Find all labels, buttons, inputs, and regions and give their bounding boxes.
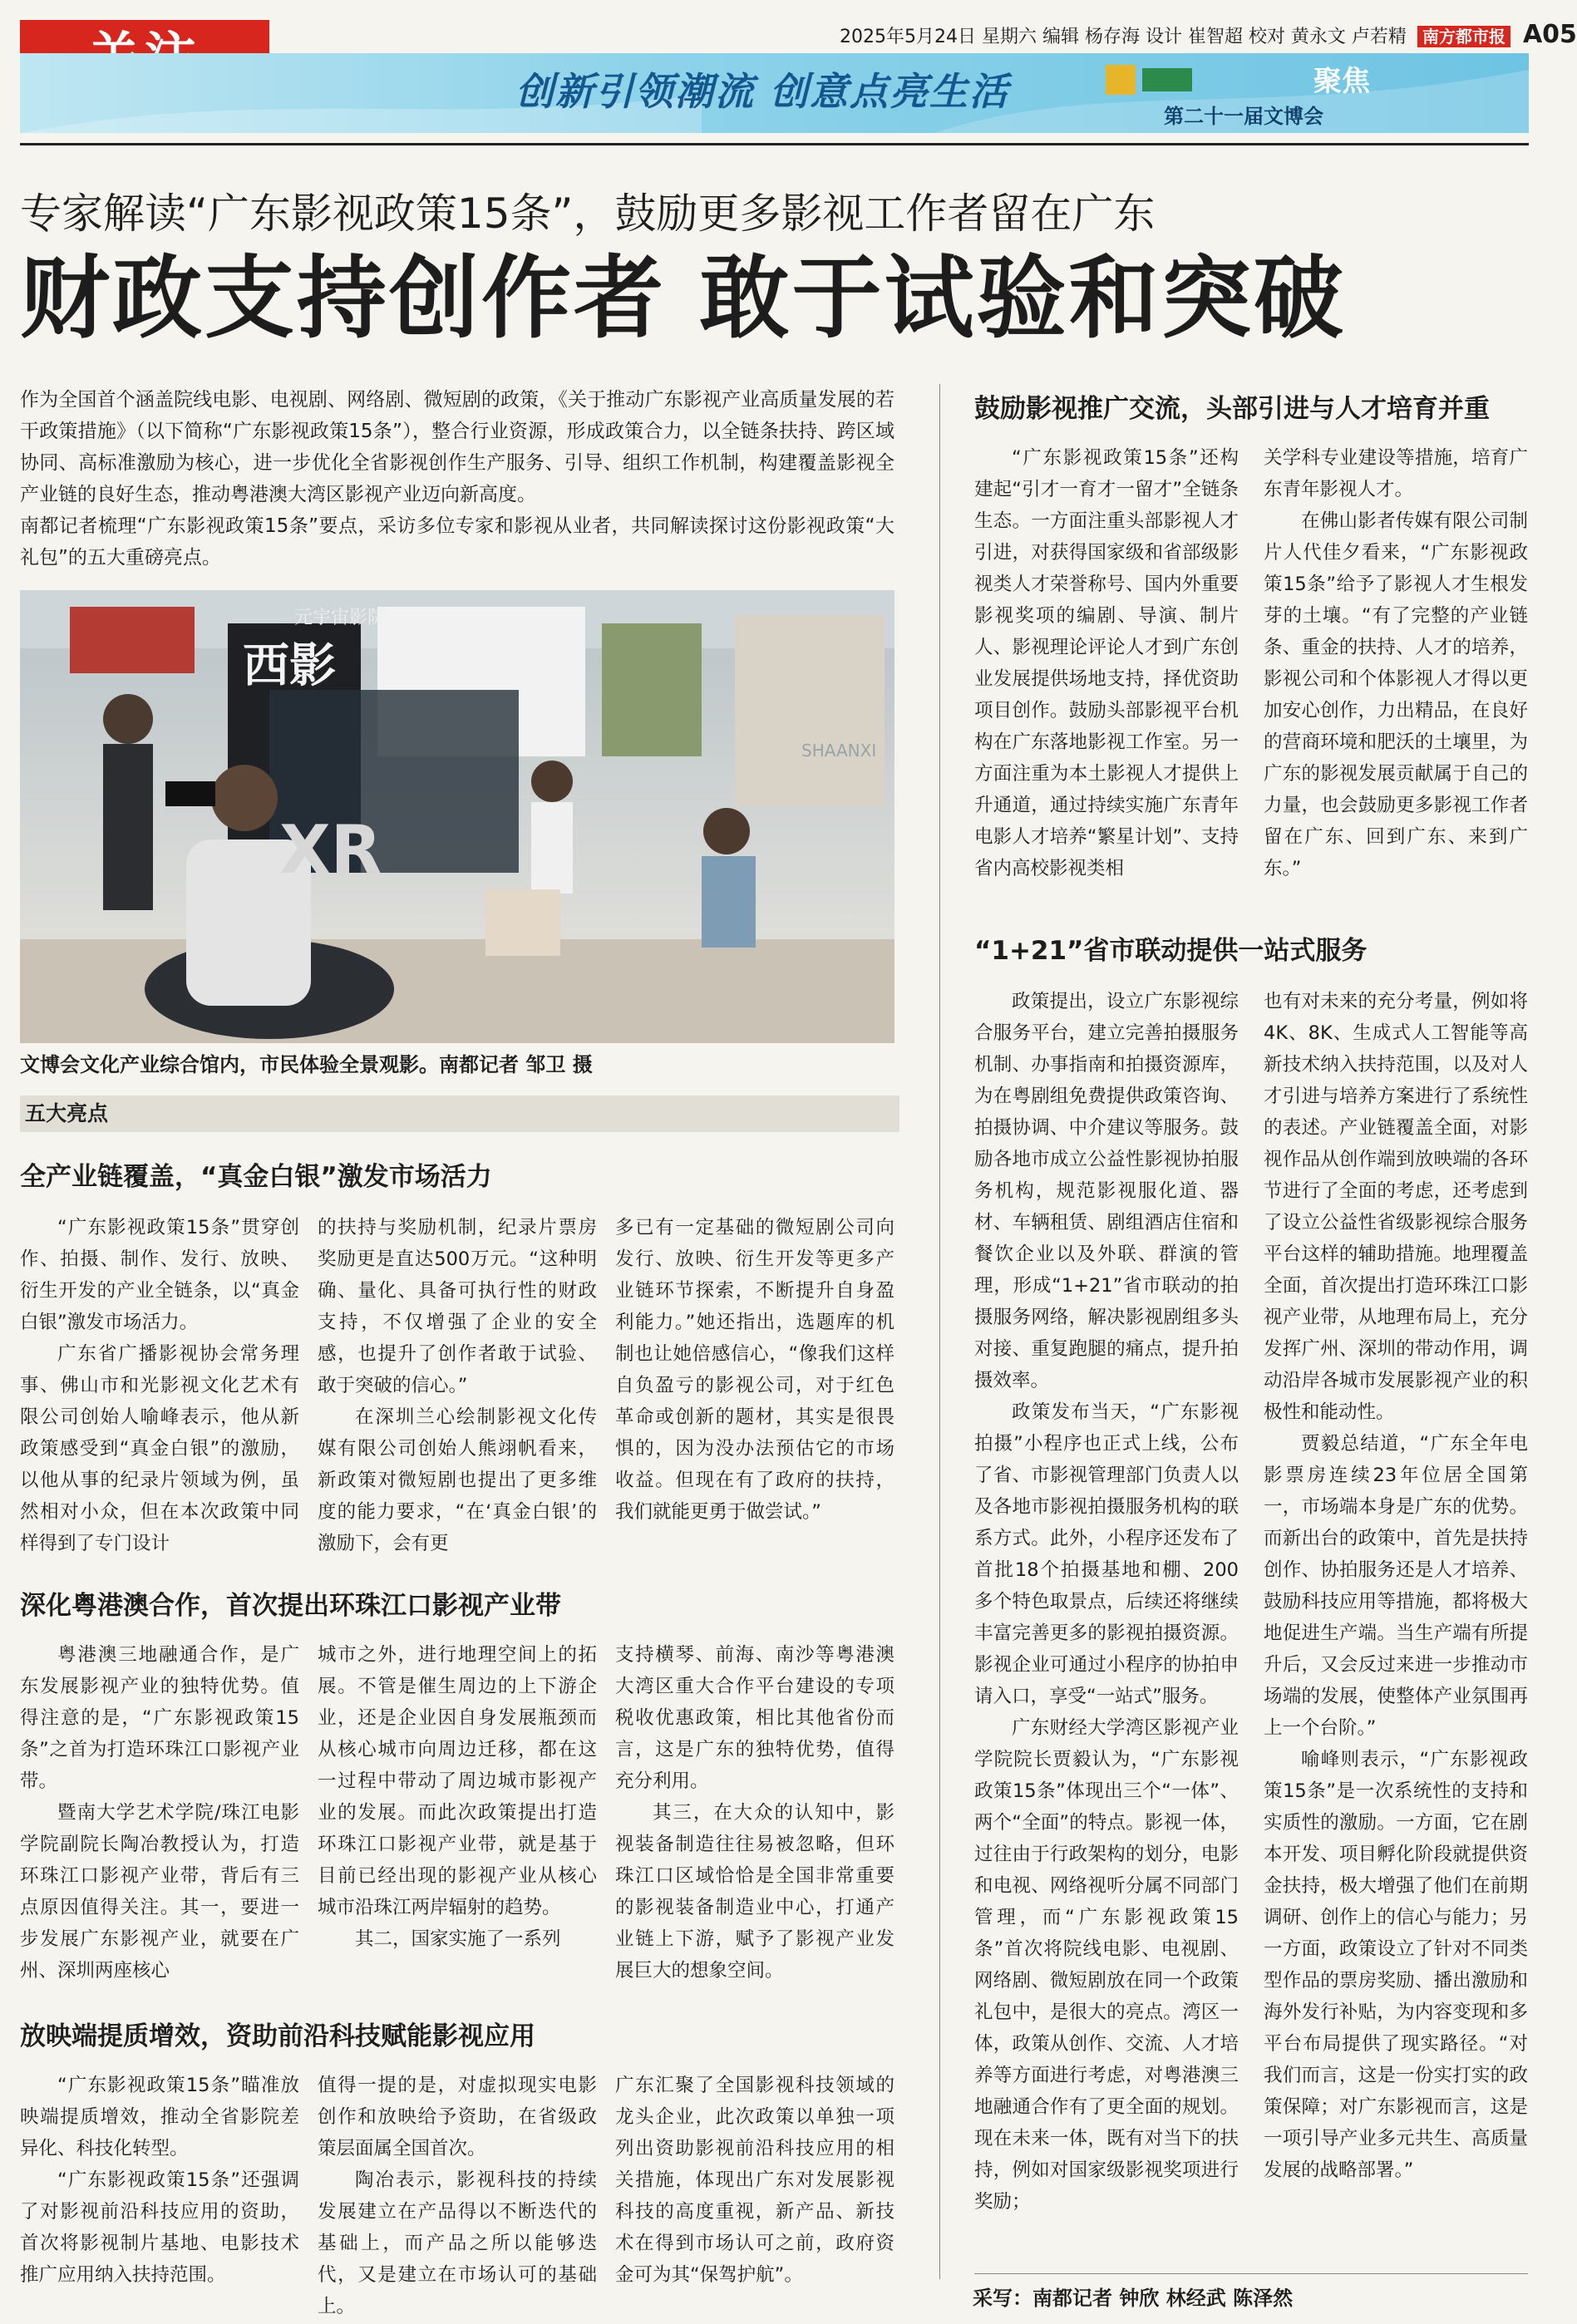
lead-block [20, 384, 894, 574]
paragraph: 粤港澳三地融通合作，是广东发展影视产业的独特优势。值得注意的是，“广东影视政策15条”之首为打造环珠江口影视产业带。 [20, 1644, 299, 1792]
paragraph: 支持横琴、前海、南沙等粤港澳大湾区重大合作平台建设的专项税收优惠政策，相比其他省份而言，这是广东的独特优势，值得充分利用。 [615, 1644, 894, 1792]
lead-paragraph: 作为全国首个涵盖院线电影、电视剧、网络剧、微短剧的政策，《关于推动广东影视产业高质量发展的若干政策措施》（以下简称“广东影视政策15条”），整合行业资源，形成政策合力，以全链条扶持、跨区域协同、高标准激励为核心，进一步优化全省影视创作生产服务、引导、组织工作机制，构建覆盖影视全产业链的良好生态，推动粤港澳大湾区影视产业迈向新高度。 [20, 389, 894, 505]
page-number: A05 [1522, 20, 1577, 49]
paragraph: “广东影视政策15条”还构建起“引才一育才一留才”全链条生态。一方面注重头部影视人才引进，对获得国家级和省部级影视类人才荣誉称号、国内外重要影视奖项的编剧、导演、制片人、影视理论评论人才到广东创业发展提供场地支持，择优资助项目创作。鼓励头部影视平台机构在广东落地影视工作室。另一方面注重为本土影视人才提供上升通道，通过持续实施广东青年电影人才培养“繁星计划”、支持省内高校影视类相 [974, 447, 1239, 879]
section-title: 放映端提质增效，资助前沿科技赋能影视应用 [20, 2021, 535, 2051]
article-headline: 财政支持创作者 敢于试验和突破 [20, 247, 1346, 351]
section-column [615, 1212, 894, 1528]
section-column [615, 2070, 894, 2291]
section-column [20, 2070, 299, 2291]
paragraph: 贾毅总结道，“广东全年电影票房连续23年位居全国第一，市场端本身是广东的优势。而新出台的政策中，首先是扶持创作、协拍服务还是人才培养、鼓励科技应用等措施，都将极大地促进生产端。当生产端有所提升后，又会反过来进一步推动市场端的发展，使整体产业氛围再上一个台阶。” [1264, 1433, 1528, 1739]
section-column [1264, 442, 1528, 884]
credit-rule [974, 2273, 1528, 2274]
paragraph: 广东财经大学湾区影视产业学院院长贾毅认为，“广东影视政策15条”体现出三个“一体”、两个“全面”的特点。影视一体，过往由于行政架构的划分，电影和电视、网络视听分属不同部门管理，而“广东影视政策15条”首次将院线电影、电视剧、网络剧、微短剧放在同一个政策礼包中，是很大的亮点。湾区一体，政策从创作、交流、人才培养等方面进行考虑，对粤港澳三地融通合作有了更全面的规划。现在未来一体，既有对当下的扶持，例如对国家级影视奖项进行奖励； [974, 1717, 1239, 2213]
paragraph: 在深圳兰心绘制影视文化传媒有限公司创始人熊翊帆看来，新政策对微短剧也提出了更多维度的能力要求，“在‘真金白银’的激励下，会有更 [318, 1406, 597, 1554]
section-column [318, 1639, 597, 1955]
issue-meta [840, 20, 1577, 50]
banner-slogan: 创新引领潮流 创意点亮生活 [515, 69, 1010, 114]
banner-focus: 聚焦 [1313, 65, 1370, 98]
section-column [1264, 986, 1528, 2186]
publisher-logo: 南方都市报 [1417, 26, 1510, 47]
article-photo [20, 590, 894, 1043]
lead-paragraph: 南都记者梳理“广东影视政策15条”要点，采访多位专家和影视从业者，共同解读探讨这份影视政策“大礼包”的五大重磅亮点。 [20, 515, 894, 569]
paragraph: “广东影视政策15条”还强调了对影视前沿科技应用的资助，首次将影视制片基地、电影技术推广应用纳入扶持范围。 [20, 2169, 299, 2286]
section-title: 深化粤港澳合作，首次提出环珠江口影视产业带 [20, 1591, 561, 1621]
paragraph: 值得一提的是，对虚拟现实电影创作和放映给予资助，在省级政策层面属全国首次。 [318, 2075, 597, 2159]
section-column [20, 1639, 299, 1987]
paragraph: 广东省广播影视协会常务理事、佛山市和光影视文化艺术有限公司创始人喻峰表示，他从新政策感受到“真金白银”的激励，以他从事的纪录片领域为例，虽然相对小众，但在本次政策中同样得到了专门设计 [20, 1343, 299, 1554]
section-title: 全产业链覆盖，“真金白银”激发市场活力 [20, 1162, 492, 1192]
header-rule [20, 143, 1529, 145]
paragraph: 其二，国家实施了一系列 [355, 1928, 561, 1950]
issue-date-editors: 2025年5月24日 星期六 编辑 杨存海 设计 崔智超 校对 黄永文 卢若精 [840, 27, 1407, 47]
photo-caption: 文博会文化产业综合馆内，市民体验全景观影。南都记者 邹卫 摄 [20, 1053, 593, 1076]
paragraph: 广东汇聚了全国影视科技领域的龙头企业，此次政策以单独一项列出资助影视前沿科技应用的相关措施，体现出广东对发展影视科技的高度重视，新产品、新技术在得到市场认可之前，政府资金可为其“保驾护航”。 [615, 2075, 894, 2286]
signage-text: XR [279, 811, 382, 889]
paragraph: 关学科专业建设等措施，培育广东青年影视人才。 [1264, 447, 1528, 500]
paragraph: 的扶持与奖励机制，纪录片票房奖励更是直达500万元。“这种明确、量化、具备可执行性的财政支持，不仅增强了企业的安全感，也提升了创作者敢于试验、敢于突破的信心。” [318, 1217, 597, 1396]
paragraph: 政策提出，设立广东影视综合服务平台，建立完善拍摄服务机制、办事指南和拍摄资源库，为在粤剧组免费提供政策咨询、拍摄协调、中介建议等服务。鼓励各地市成立公益性影视协拍服务机构，规范影视服化道、器材、车辆租赁、剧组酒店住宿和餐饮企业以及外联、群演的管理，形成“1+21”省市联动的拍摄服务网络，解决影视剧组多头对接、重复跑腿的痛点，提升拍摄效率。 [974, 991, 1239, 1391]
banner-expo-name: 第二十一届文博会 [1164, 105, 1323, 128]
section-column [974, 986, 1239, 2218]
paragraph: “广东影视政策15条”贯穿创作、拍摄、制作、发行、放映、衍生开发的产业全链条，以“真金白银”激发市场活力。 [20, 1217, 299, 1333]
signage-text: 西影 [243, 639, 336, 693]
paragraph: “广东影视政策15条”瞄准放映端提质增效，推动全省影院差异化、科技化转型。 [20, 2075, 299, 2159]
section-column [20, 1212, 299, 1559]
paragraph: 也有对未来的充分考量，例如将4K、8K、生成式人工智能等高新技术纳入扶持范围，以及对人才引进与培养方案进行了系统性的表述。产业链覆盖全面，对影视作品从创作端到放映端的各环节进行了全面的考虑，还考虑到了设立公益性省级影视综合服务平台这样的辅助措施。地理覆盖全面，首次提出打造环珠江口影视产业带，从地理布局上，充分发挥广州、深圳的带动作用，调动沿岸各城市发展影视产业的积极性和能动性。 [1264, 991, 1528, 1423]
paragraph: 多已有一定基础的微短剧公司向发行、放映、衍生开发等更多产业链环节探索，不断提升自身盈利能力。”她还指出，选题库的机制也让她倍感信心，“像我们这样自负盈亏的影视公司，对于红色革命或创新的题材，其实是很畏惧的，因为没办法预估它的市场收益。但现在有了政府的扶持，我们就能更勇于做尝试。” [615, 1217, 894, 1523]
section-title: 鼓励影视推广交流，头部引进与人才培育并重 [974, 394, 1490, 424]
paragraph: 城市之外，进行地理空间上的拓展。不管是催生周边的上下游企业，还是企业因自身发展瓶颈而从核心城市向周边迁移，都在这一过程中带动了周边城市影视产业的发展。而此次政策提出打造环珠江口影视产业带，就是基于目前已经出现的影视产业从核心城市沿珠江两岸辐射的趋势。 [318, 1644, 597, 1918]
paragraph: 在佛山影者传媒有限公司制片人代佳夕看来，“广东影视政策15条”给予了影视人才生根发芽的土壤。“有了完整的产业链条、重金的扶持、人才的培养，影视公司和个体影视人才得以更加安心创作，力出精品，在良好的营商环境和肥沃的土壤里，为广东的影视发展贡献属于自己的力量，也会鼓励更多影视工作者留在广东、回到广东、来到广东。” [1264, 510, 1528, 879]
paragraph: 陶冶表示，影视科技的持续发展建立在产品得以不断迭代的基础上，而产品之所以能够迭代，又是建立在市场认可的基础上。 [318, 2169, 597, 2317]
paragraph: 暨南大学艺术学院/珠江电影学院副院长陶冶教授认为，打造环珠江口影视产业带，背后有三点原因值得关注。其一，要进一步发展广东影视产业，就要在广州、深圳两座核心 [20, 1802, 299, 1982]
section-title: “1+21”省市联动提供一站式服务 [974, 936, 1368, 966]
section-column [318, 2070, 597, 2322]
section-column [318, 1212, 597, 1559]
paragraph: 喻峰则表示，“广东影视政策15条”是一次系统性的支持和实质性的激励。一方面，它在剧本开发、项目孵化阶段就提供资金扶持，极大增强了他们在前期调研、创作上的信心与能力；另一方面，政策设立了针对不同类型作品的票房奖励、播出激励和海外发行补贴，为内容变现和多平台布局提供了现实路径。“对我们而言，这是一份实打实的政策保障；对广东影视而言，这是一项引导产业多元共生、高质量发展的战略部署。” [1264, 1749, 1528, 2181]
paragraph: 其三，在大众的认知中，影视装备制造往往易被忽略，但环珠江口区域恰恰是全国非常重要的影视装备制造业中心，打通产业链上下游，赋予了影视产业发展巨大的想象空间。 [615, 1802, 894, 1982]
signage-text: 元宇宙影院 [294, 608, 387, 628]
article-subtitle: 专家解读“广东影视政策15条”，鼓励更多影视工作者留在广东 [20, 190, 1156, 238]
section-column [974, 442, 1239, 884]
author-credit: 采写：南都记者 钟欣 林经武 陈泽然 [973, 2287, 1294, 2310]
paragraph: 政策发布当天，“广东影视拍摄”小程序也正式上线，公布了省、市影视管理部门负责人以及各地市影视拍摄服务机构的联系方式。此外，小程序还发布了首批18个拍摄基地和棚、200多个特色取景点，后续还将继续丰富完善更多的影视拍摄资源。影视企业可通过小程序的协拍申请入口，享受“一站式”服务。 [974, 1401, 1239, 1707]
vr-exhibit-photo-icon [20, 590, 894, 1043]
section-column [615, 1639, 894, 1987]
highlights-bar: 五大亮点 [20, 1096, 899, 1132]
column-divider [939, 384, 940, 2279]
signage-text: SHAANXI [801, 741, 877, 761]
